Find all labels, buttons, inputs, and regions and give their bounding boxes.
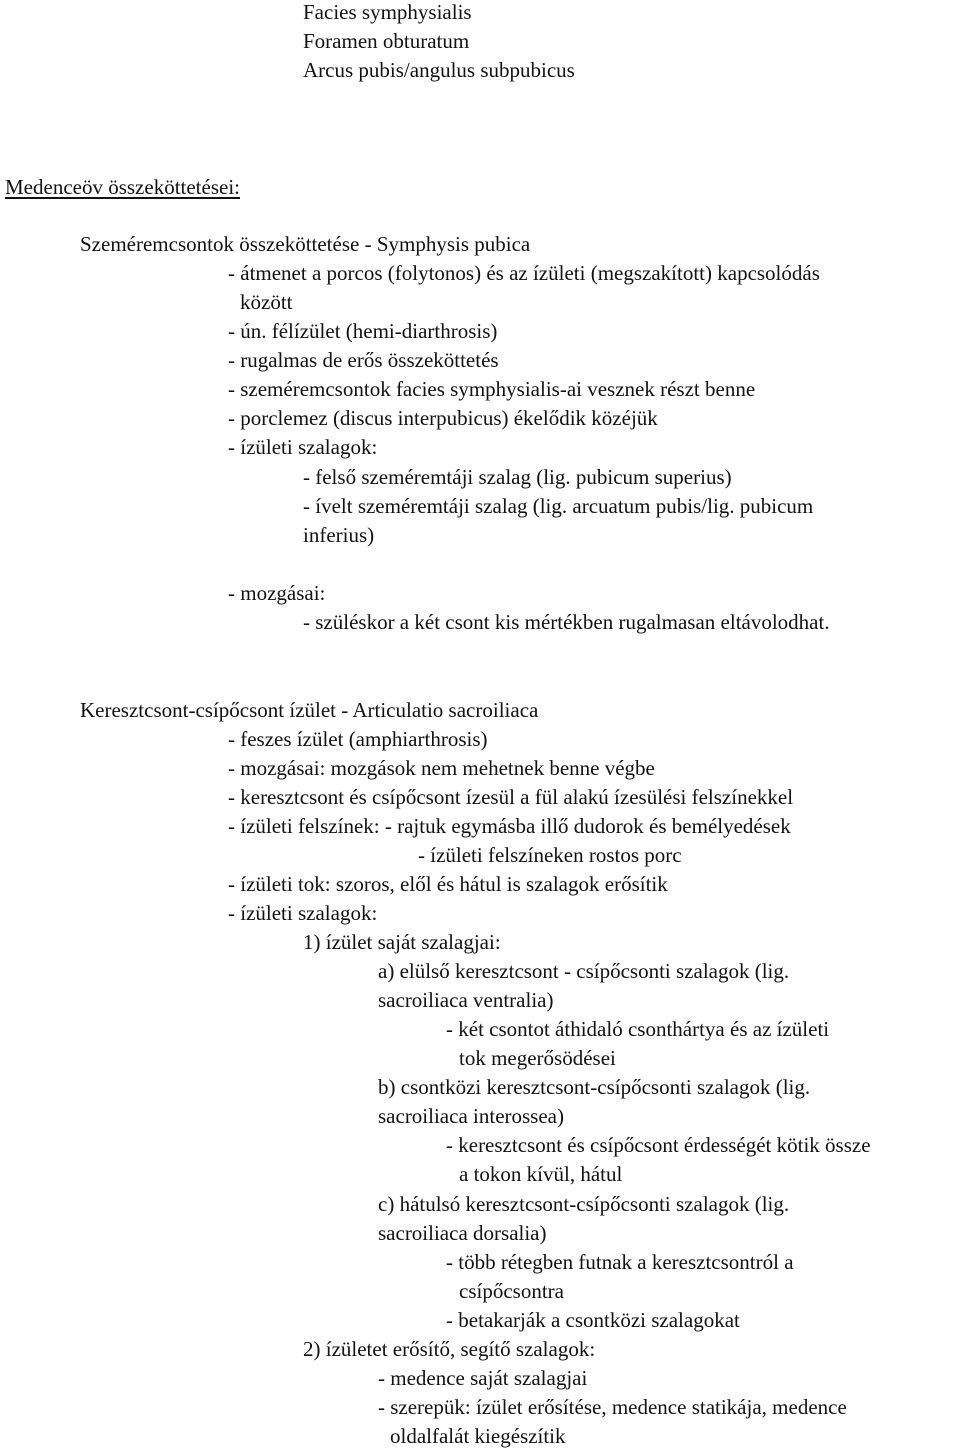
- text-line: - keresztcsont és csípőcsont ízesül a fül alakú ízesülési felszínekkel: [228, 785, 794, 809]
- text-line: - szeméremcsontok facies symphysialis-ai vesznek részt benne: [228, 377, 756, 401]
- text-line: - ízületi tok: szoros, elől és hátul is szalagok erősítik: [228, 872, 668, 896]
- text-line: - ízületi szalagok:: [228, 435, 378, 459]
- text-line: - feszes ízület (amphiarthrosis): [228, 727, 488, 751]
- text-line: - rugalmas de erős összeköttetés: [228, 348, 499, 372]
- text-line: között: [240, 290, 293, 314]
- text-line: a) elülső keresztcsont - csípőcsonti szalagok (lig.: [378, 959, 790, 983]
- text-line: csípőcsontra: [459, 1279, 564, 1303]
- text-line: - ízületi felszíneken rostos porc: [418, 843, 682, 867]
- text-line: tok megerősödései: [459, 1046, 616, 1070]
- text-line: sacroiliaca interossea): [378, 1104, 564, 1128]
- intro-line: Facies symphysialis: [303, 0, 472, 24]
- text-line: a tokon kívül, hátul: [459, 1162, 623, 1186]
- text-line: c) hátulsó keresztcsont-csípőcsonti szalagok (lig.: [378, 1192, 790, 1216]
- text-line: 2) ízületet erősítő, segítő szalagok:: [303, 1337, 596, 1361]
- text-line: - keresztcsont és csípőcsont érdességét kötik össze: [446, 1133, 871, 1157]
- text-line: - ívelt szeméremtáji szalag (lig. arcuatum pubis/lig. pubicum: [303, 494, 814, 518]
- text-line: - felső szeméremtáji szalag (lig. pubicum superius): [303, 465, 732, 489]
- text-line: - átmenet a porcos (folytonos) és az ízületi (megszakított) kapcsolódás: [228, 261, 820, 285]
- text-line: - ízületi felszínek: - rajtuk egymásba illő dudorok és bemélyedések: [228, 814, 791, 838]
- text-line: - mozgásai: mozgások nem mehetnek benne végbe: [228, 756, 655, 780]
- intro-line: Foramen obturatum: [303, 29, 470, 53]
- text-line: b) csontközi keresztcsont-csípőcsonti szalagok (lig.: [378, 1075, 811, 1099]
- text-line: - szüléskor a két csont kis mértékben rugalmasan eltávolodhat.: [303, 610, 830, 634]
- sacroiliac-heading: Keresztcsont-csípőcsont ízület - Articulatio sacroiliaca: [80, 698, 539, 722]
- text-line: oldalfalát kiegészítik: [390, 1424, 566, 1448]
- text-line: - betakarják a csontközi szalagokat: [446, 1308, 740, 1332]
- text-line: sacroiliaca dorsalia): [378, 1221, 547, 1245]
- text-line: sacroiliaca ventralia): [378, 988, 554, 1012]
- text-line: - medence saját szalagjai: [378, 1366, 588, 1390]
- section-title: Medenceöv összeköttetései:: [5, 175, 240, 199]
- text-line: - ízületi szalagok:: [228, 901, 378, 925]
- text-line: - több rétegben futnak a keresztcsontról a: [446, 1250, 794, 1274]
- text-line: - ún. félízület (hemi-diarthrosis): [228, 319, 498, 343]
- text-line: inferius): [303, 523, 375, 547]
- text-line: - két csontot áthidaló csonthártya és az ízületi: [446, 1017, 830, 1041]
- text-line: - szerepük: ízület erősítése, medence statikája, medence: [378, 1395, 847, 1419]
- intro-line: Arcus pubis/angulus subpubicus: [303, 58, 575, 82]
- text-line: - porclemez (discus interpubicus) ékelődik közéjük: [228, 406, 658, 430]
- symphysis-heading: Szeméremcsontok összeköttetése - Symphysis pubica: [80, 232, 531, 256]
- text-line: - mozgásai:: [228, 581, 326, 605]
- text-line: 1) ízület saját szalagjai:: [303, 930, 501, 954]
